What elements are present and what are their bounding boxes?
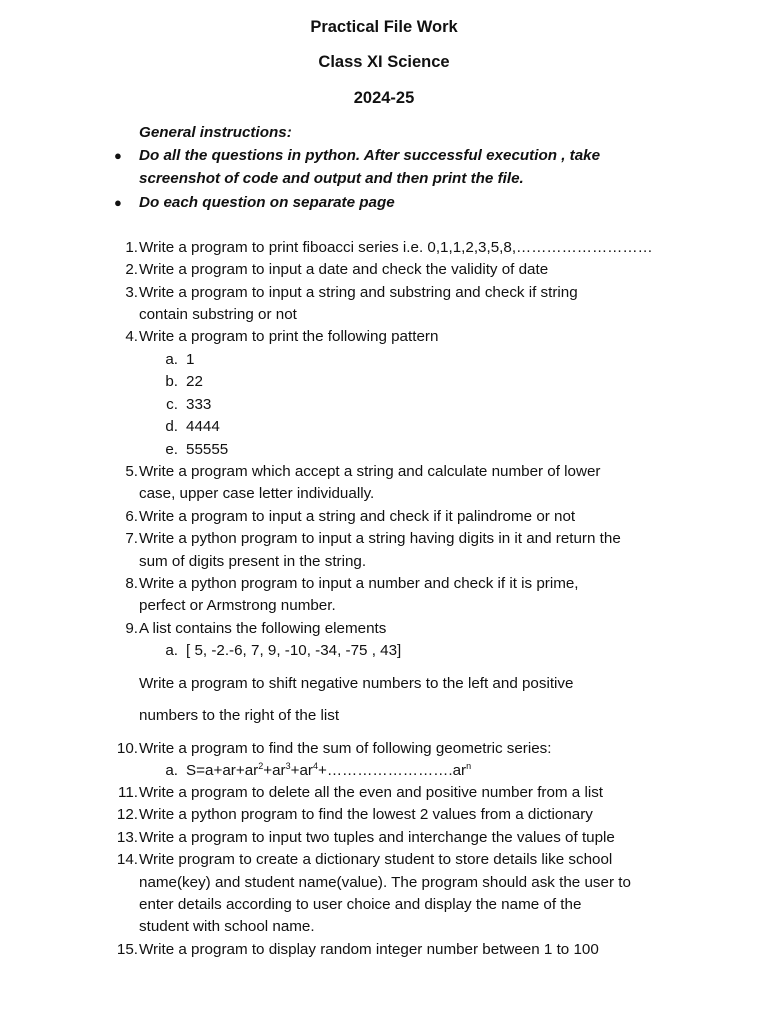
sub-item-label: a. <box>165 762 178 779</box>
question-number: 2. <box>125 261 138 278</box>
question-9-text: A list contains the following elements <box>139 620 387 637</box>
question-number: 8. <box>125 575 138 592</box>
class-label: Class XI Science <box>318 53 450 71</box>
sub-item-label: a. <box>165 642 178 659</box>
question-4-text: Write a program to print the following pattern <box>139 328 439 345</box>
question-number: 12. <box>116 806 138 823</box>
list-elements: [ 5, -2.-6, 7, 9, -10, -34, -75 , 43] <box>186 642 402 659</box>
question-7-line-2: sum of digits present in the string. <box>139 553 367 570</box>
question-number: 6. <box>125 508 138 525</box>
question-12-text: Write a python program to find the lowest 2 values from a dictionary <box>139 806 593 823</box>
question-5-line-2: case, upper case letter individually. <box>139 485 375 502</box>
question-number: 11. <box>118 784 138 801</box>
sub-item-label: d. <box>165 418 178 435</box>
question-number: 13. <box>116 829 138 846</box>
question-8-line-2: perfect or Armstrong number. <box>139 597 336 614</box>
question-number: 1. <box>125 239 138 256</box>
question-2-text: Write a program to input a date and check the validity of date <box>139 261 549 278</box>
series-part: +…………………….ar <box>318 762 467 779</box>
question-3-line-1: Write a program to input a string and substring and check if string <box>139 284 578 301</box>
question-1-text: Write a program to print fiboacci series i.e. 0,1,1,2,3,5,8,……………………… <box>139 239 653 256</box>
question-15-text: Write a program to display random integer number between 1 to 100 <box>139 941 599 958</box>
instructions-heading: General instructions: <box>139 124 292 141</box>
pattern-line: 333 <box>186 396 212 413</box>
question-number: 15. <box>116 941 138 958</box>
bullet-icon: ● <box>114 148 122 163</box>
geometric-series <box>186 760 471 782</box>
question-13-text: Write a program to input two tuples and interchange the values of tuple <box>139 829 615 846</box>
question-number: 14. <box>116 851 138 868</box>
question-6-text: Write a program to input a string and check if it palindrome or not <box>139 508 576 525</box>
question-14-line-1: Write program to create a dictionary student to store details like school <box>139 851 613 868</box>
pattern-line: 22 <box>186 373 203 390</box>
series-part: S=a+ar+ar <box>186 762 259 779</box>
sub-item-label: a. <box>165 351 178 368</box>
instruction-1-line-2: screenshot of code and output and then print the file. <box>139 170 524 187</box>
question-5-line-1: Write a program which accept a string and calculate number of lower <box>139 463 601 480</box>
question-number: 4. <box>125 328 138 345</box>
series-part: +ar <box>263 762 286 779</box>
pattern-line: 4444 <box>186 418 220 435</box>
pattern-line: 1 <box>186 351 195 368</box>
question-3-line-2: contain substring or not <box>139 306 297 323</box>
question-number: 9. <box>125 620 138 637</box>
series-part: +ar <box>290 762 313 779</box>
exponent: 4 <box>312 761 318 771</box>
document-title: Practical File Work <box>310 18 458 36</box>
sub-item-label: c. <box>166 396 178 413</box>
pattern-line: 55555 <box>186 441 229 458</box>
question-14-line-3: enter details according to user choice and display the name of the <box>139 896 582 913</box>
sub-item-label: e. <box>165 441 178 458</box>
session-year: 2024-25 <box>353 89 415 107</box>
question-number: 3. <box>125 284 138 301</box>
instruction-1-line-1: Do all the questions in python. After successful execution , take <box>139 147 601 164</box>
bullet-icon: ● <box>114 195 122 210</box>
question-number: 5. <box>125 463 138 480</box>
question-14-line-4: student with school name. <box>139 918 315 935</box>
question-9-paragraph-1: Write a program to shift negative numbers to the left and positive <box>139 675 574 692</box>
question-number: 7. <box>125 530 138 547</box>
question-number: 10. <box>116 740 138 757</box>
instruction-2: Do each question on separate page <box>139 194 395 211</box>
exponent: 2 <box>258 761 264 771</box>
exponent: 3 <box>285 761 291 771</box>
question-11-text: Write a program to delete all the even and positive number from a list <box>139 784 604 801</box>
question-9-paragraph-2: numbers to the right of the list <box>139 707 340 724</box>
question-10-text: Write a program to find the sum of following geometric series: <box>139 740 552 757</box>
question-7-line-1: Write a python program to input a string having digits in it and return the <box>139 530 621 547</box>
question-8-line-1: Write a python program to input a number and check if it is prime, <box>139 575 579 592</box>
sub-item-label: b. <box>165 373 178 390</box>
question-14-line-2: name(key) and student name(value). The program should ask the user to <box>139 874 631 891</box>
exponent: n <box>466 761 472 771</box>
